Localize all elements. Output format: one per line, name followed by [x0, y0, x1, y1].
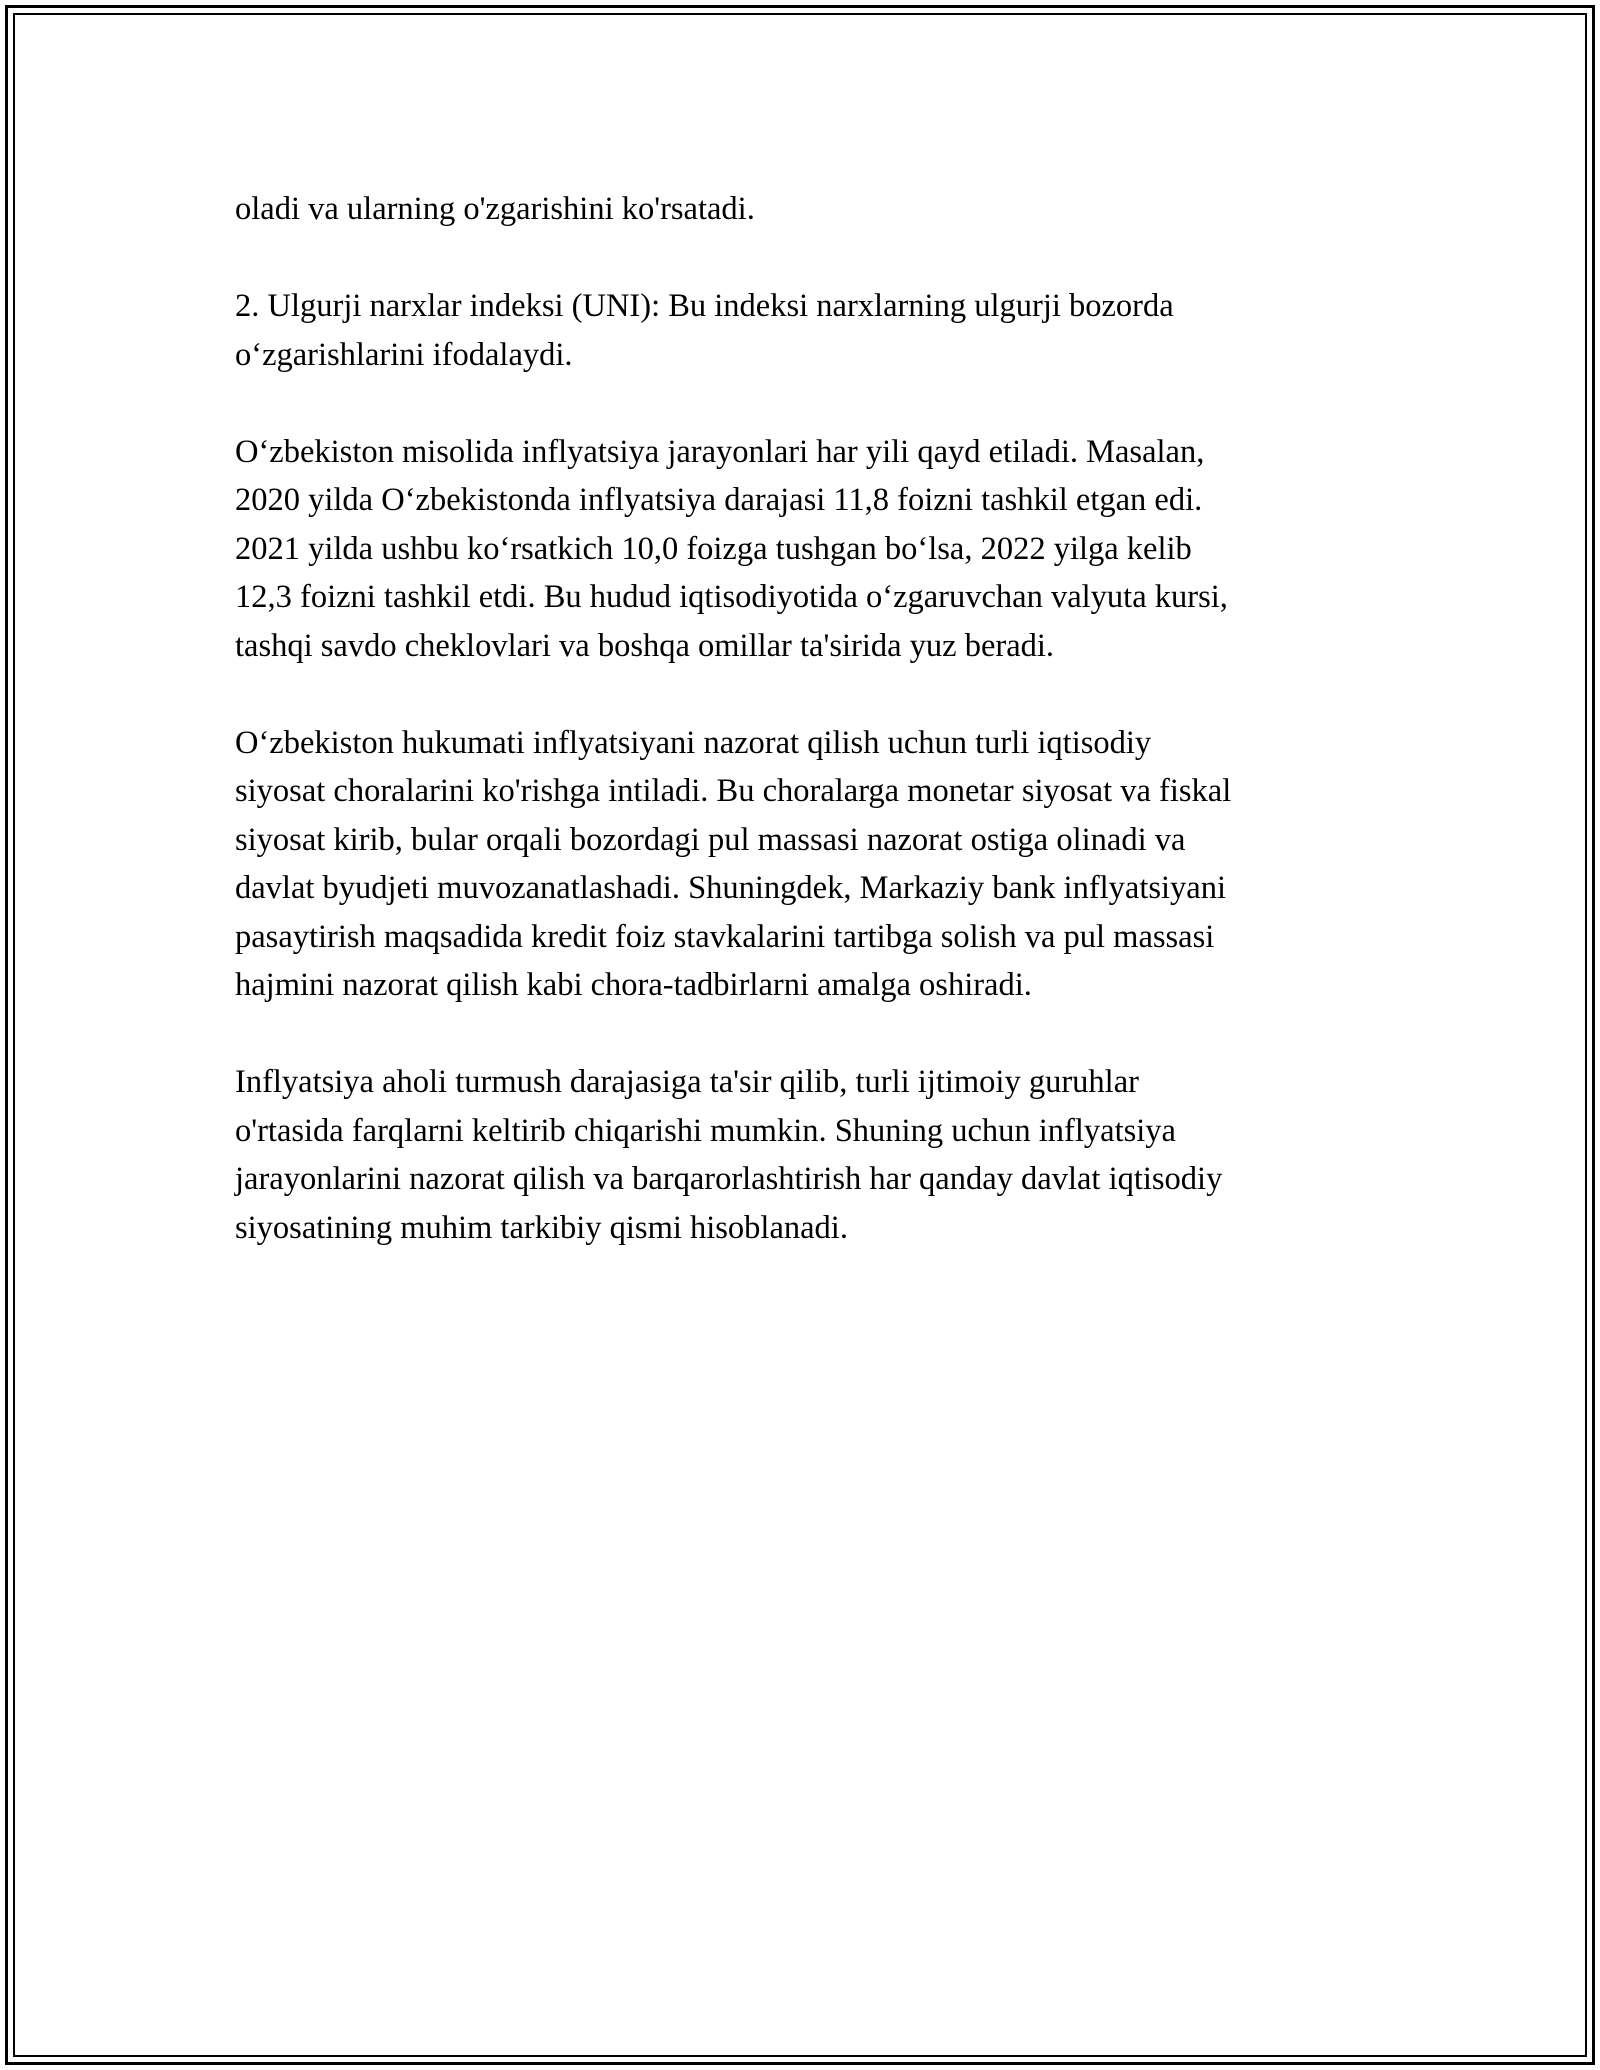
paragraph-conclusion: Inflyatsiya aholi turmush darajasiga ta'sir qilib, turli ijtimoiy guruhlar o'rtasida farqlarni keltirib chiqarishi mumkin. Shuning uchun inflyatsiya jarayonlarini nazorat qilish va barqarorlashtirish har qanday davlat iqtisodiy siyosatining muhim tarkibiy qismi hisoblanadi.	[235, 1064, 1223, 1246]
document-body	[235, 185, 1375, 1301]
paragraph-government-policy: O‘zbekiston hukumati inflyatsiyani nazorat qilish uchun turli iqtisodiy siyosat choralarini ko'rishga intiladi. Bu choralarga monetar siyosat va fiskal siyosat kirib, bular orqali bozordagi pul massasi nazorat ostiga olinadi va davlat byudjeti muvozanatlashadi. Shuningdek, Markaziy bank inflyatsiyani pasaytirish maqsadida kredit foiz stavkalarini tartibga solish va pul massasi hajmini nazorat qilish kabi chora-tadbirlarni amalga oshiradi.	[235, 724, 1232, 1003]
paragraph-inflation-statistics: O‘zbekiston misolida inflyatsiya jarayonlari har yili qayd etiladi. Masalan, 2020 yilda O‘zbekistonda inflyatsiya darajasi 11,8 foizni tashkil etgan edi. 2021 yilda ushbu ko‘rsatkich 10,0 foizga tushgan bo‘lsa, 2022 yilga kelib 12,3 foizni tashkil etdi. Bu hudud iqtisodiyotida o‘zgaruvchan valyuta kursi, tashqi savdo cheklovlari va boshqa omillar ta'sirida yuz beradi.	[235, 433, 1228, 664]
paragraph-wholesale-price-index: 2. Ulgurji narxlar indeksi (UNI): Bu indeksi narxlarning ulgurji bozorda o‘zgarishlarini ifodalaydi.	[235, 288, 1174, 373]
paragraph-continuation: oladi va ularning o'zgarishini ko'rsatadi.	[235, 191, 755, 227]
